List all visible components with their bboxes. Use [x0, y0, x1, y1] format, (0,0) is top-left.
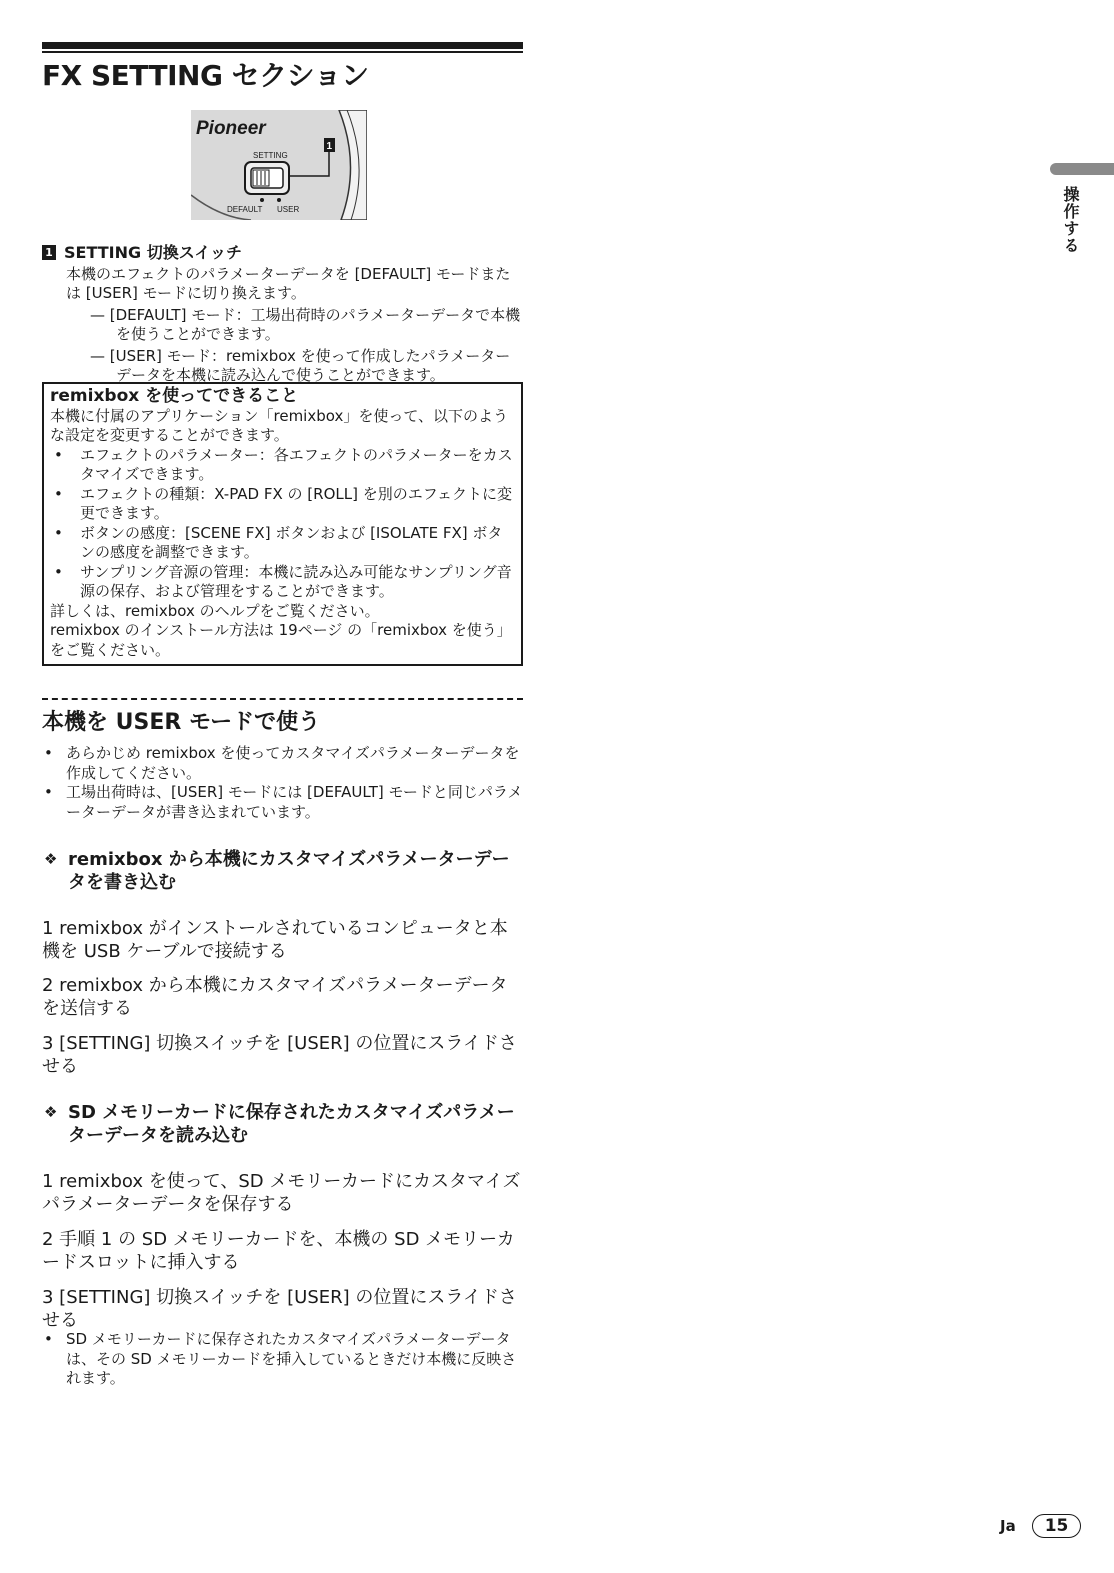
callout-number-badge: 1	[42, 245, 56, 260]
box-detail: 詳しくは、remixbox のヘルプをご覧ください。	[50, 601, 380, 620]
callout-desc: 本機のエフェクトのパラメーターデータを [DEFAULT] モードまたは [USER] モードに切り換えます。	[66, 264, 511, 302]
default-label: DEFAULT	[227, 205, 263, 214]
list-item: • あらかじめ remixbox を使ってカスタマイズパラメーターデータを作成してください。	[42, 744, 523, 783]
list-item: • サンプリング音源の管理：本機に読み込み可能なサンプリング音源の保存、および管理をすることができます。	[50, 563, 515, 602]
sub1-heading	[42, 848, 523, 894]
list-item: • 工場出荷時は、[USER] モードには [DEFAULT] モードと同じパラメーターデータが書き込まれています。	[42, 783, 523, 822]
callout-heading	[42, 243, 523, 263]
box-install: remixbox のインストール方法は 19ページ の「remixbox を使う」をご覧ください。	[50, 621, 512, 659]
user-mode-heading: 本機を USER モードで使う	[42, 710, 321, 735]
callout-title: SETTING 切換スイッチ	[64, 243, 243, 262]
pioneer-logo: Pioneer	[196, 118, 266, 139]
language-code: Ja	[1000, 1517, 1016, 1535]
box-title: remixbox を使ってできること	[50, 386, 299, 406]
dashed-divider	[42, 698, 523, 700]
box-intro: 本機に付属のアプリケーション「remixbox」を使って、以下のような設定を変更することができます。	[50, 406, 509, 444]
section-title: FX SETTING セクション	[42, 59, 369, 92]
sub2-note: • SD メモリーカードに保存されたカスタマイズパラメーターデータは、その SD メモリーカードを挿入しているときだけ本機に反映されます。	[42, 1330, 523, 1389]
user-label: USER	[277, 205, 300, 214]
remixbox-info-box	[42, 382, 523, 666]
header-rule-thin	[42, 51, 523, 53]
sub2-heading-text: SD メモリーカードに保存されたカスタマイズパラメーターデータを読み込む	[68, 1102, 515, 1146]
svg-text:1: 1	[326, 141, 333, 152]
diamond-icon: ❖	[44, 850, 58, 868]
switch-label: SETTING	[253, 151, 288, 160]
header-rule	[42, 42, 523, 49]
sub1-step-2: 2 remixbox から本機にカスタマイズパラメーターデータを送信する	[42, 975, 508, 1019]
user-mode-desc: — [USER] モード：remixbox を使って作成したパラメーターデータを本機に読み込んで使うことができます。	[90, 346, 511, 384]
sub1-step-3: 3 [SETTING] 切換スイッチを [USER] の位置にスライドさせる	[42, 1033, 517, 1077]
user-mode-bullets	[42, 744, 523, 822]
default-mode-desc: — [DEFAULT] モード：工場出荷時のパラメーターデータで本機を使うことができます。	[90, 305, 521, 343]
sub2-heading	[42, 1101, 523, 1147]
callout-setting-switch	[42, 243, 523, 386]
list-item: • エフェクトの種類：X-PAD FX の [ROLL] を別のエフェクトに変更できます。	[50, 485, 515, 524]
chapter-tab-label: 操作する	[1061, 186, 1080, 254]
sub2-step-2: 2 手順 1 の SD メモリーカードを、本機の SD メモリーカードスロットに挿入する	[42, 1229, 515, 1273]
page-footer	[1000, 1514, 1081, 1538]
chapter-tab	[1050, 163, 1114, 175]
list-item: • ボタンの感度：[SCENE FX] ボタンおよび [ISOLATE FX] ボタンの感度を調整できます。	[50, 524, 515, 563]
list-item: • エフェクトのパラメーター：各エフェクトのパラメーターをカスタマイズできます。	[50, 446, 515, 485]
diamond-icon: ❖	[44, 1103, 58, 1121]
sub1-heading-text: remixbox から本機にカスタマイズパラメーターデータを書き込む	[68, 849, 510, 893]
sub2-step-3: 3 [SETTING] 切換スイッチを [USER] の位置にスライドさせる	[42, 1287, 517, 1331]
page-number: 15	[1032, 1514, 1082, 1538]
sub2-step-1: 1 remixbox を使って、SD メモリーカードにカスタマイズパラメーターデータを保存する	[42, 1171, 521, 1215]
setting-switch-figure	[191, 110, 367, 220]
sub1-step-1: 1 remixbox がインストールされているコンピュータと本機を USB ケーブルで接続する	[42, 918, 508, 962]
